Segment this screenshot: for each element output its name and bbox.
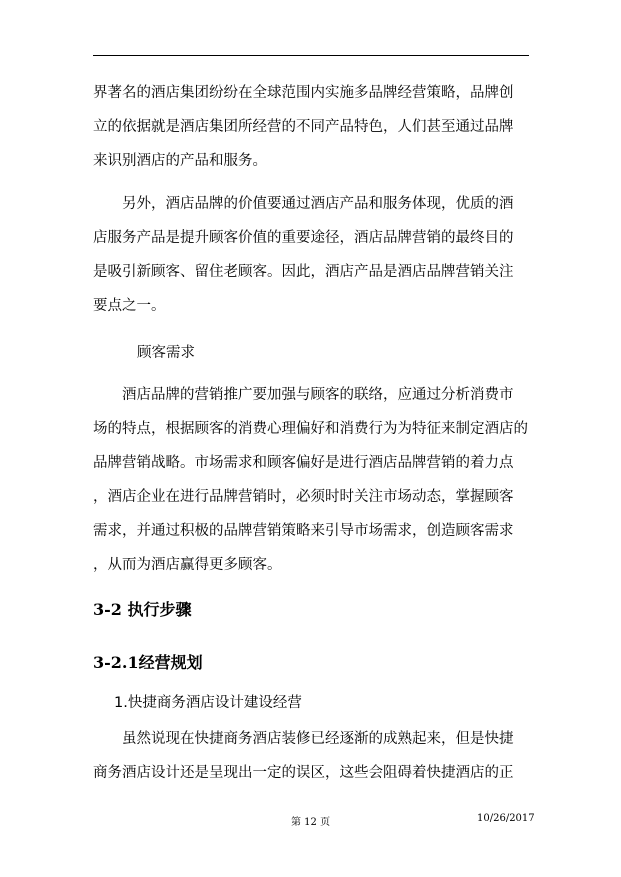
- text-line: 界著名的酒店集团纷纷在全球范围内实施多品牌经营策略，品牌创: [93, 85, 514, 101]
- text-line: 另外，酒店品牌的价值要通过酒店产品和服务体现，优质的酒: [122, 196, 514, 212]
- text-line: 要点之一。: [93, 298, 166, 314]
- text-line: ，酒店企业在进行品牌营销时，必须时时关注市场动态，掌握顾客: [93, 489, 514, 505]
- page-number: 第 12 页: [291, 817, 331, 828]
- text-line: 酒店品牌的营销推广要加强与顾客的联络，应通过分析消费市: [122, 387, 514, 403]
- text-line: 店服务产品是提升顾客价值的重要途径，酒店品牌营销的最终目的: [93, 230, 514, 246]
- subheading-customer-demand: 顾客需求: [137, 345, 195, 361]
- text-line: 场的特点，根据顾客的消费心理偏好和消费行为为特征来制定酒店的: [93, 421, 528, 437]
- text-line: 需求，并通过积极的品牌营销策略来引导市场需求，创造顾客需求: [93, 523, 514, 539]
- paragraph-customer-demand: [93, 378, 529, 582]
- paragraph-hotel-design: [93, 722, 529, 790]
- text-line: 虽然说现在快捷商务酒店装修已经逐渐的成熟起来，但是快捷: [122, 731, 514, 747]
- section-heading: 3-2 执行步骤: [93, 600, 192, 619]
- text-line: 商务酒店设计还是呈现出一定的误区，这些会阻碍着快捷酒店的正: [93, 765, 514, 781]
- text-line: 来识别酒店的产品和服务。: [93, 153, 267, 169]
- subsection-heading: 3-2.1经营规划: [93, 653, 203, 672]
- paragraph-brand-strategy: [93, 76, 529, 178]
- text-line: 立的依据就是酒店集团所经营的不同产品特色，人们甚至通过品牌: [93, 119, 514, 135]
- text-line: 品牌营销战略。市场需求和顾客偏好是进行酒店品牌营销的着力点: [93, 455, 514, 471]
- paragraph-brand-value: [93, 187, 529, 323]
- list-item: 1.快捷商务酒店设计建设经营: [114, 695, 302, 711]
- header-rule: [93, 55, 529, 56]
- text-line: ，从而为酒店赢得更多顾客。: [93, 557, 282, 573]
- text-line: 是吸引新顾客、留住老顾客。因此，酒店产品是酒店品牌营销关注: [93, 264, 514, 280]
- footer-date: 10/26/2017: [477, 813, 535, 824]
